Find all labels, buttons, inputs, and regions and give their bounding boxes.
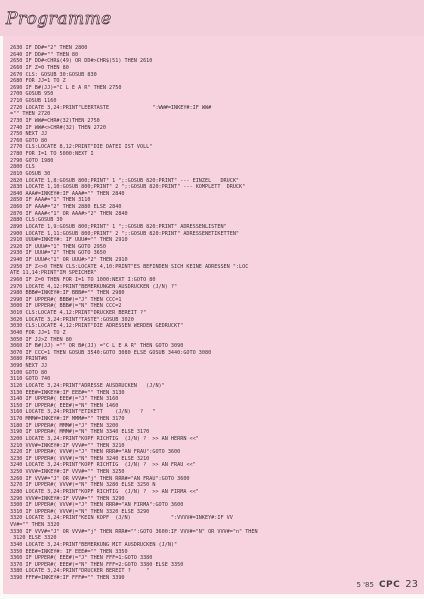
code-line: 3240 LOCATE 3,24:PRINT"KOPF RICHTIG (J/N) ? >> AN FRAU <<" — [10, 462, 196, 469]
code-line: 2940 IF UUU#<"1" OR UUU#>"2" THEN 2910 — [10, 257, 128, 263]
section-title: Programme — [6, 9, 112, 29]
code-line: 3120 ELSE 3320 — [10, 535, 57, 542]
code-line: 2750 NEXT JJ — [10, 131, 48, 138]
code-line: 3290 VVV#=INKEY#:IF VVV#="" THEN 3290 — [10, 495, 125, 502]
code-line: 2820 LOCATE 1,8:GOSUB 800;PRINT" 1 ";:GOSUB 820:PRINT" --- EINZEL DRUCK" — [10, 177, 240, 184]
code-line: 2870 IF AAA#<"1" OR AAA#>"2" THEN 2840 — [10, 210, 128, 217]
code-line: 3220 IF UPPER#( VVV#)="J" THEN RRR#="AN FRAU":GOTO 3600 — [10, 449, 181, 456]
code-line: 2790 GOTO 1980 — [10, 157, 54, 164]
code-line: 2760 GOTO 80 — [10, 137, 48, 144]
code-line: 3100 GOTO 80 — [10, 369, 48, 376]
code-line: 3150 IF UPPER#( EEE#)="N" THEN 1460 — [10, 402, 119, 409]
code-line: ATE 11,14:PRINT"IM SPEICHER" — [10, 270, 97, 277]
code-line: 2730 IF WW#=CHR#(32)THEN 2750 — [10, 117, 100, 124]
code-line: 2970 LOCATE 4,12:PRINT"BEMERKUNGEN AUSDRUCKEN (J/N) ?" — [10, 283, 178, 290]
code-line: 3130 EEE#=INKEY#:IF EEE#="" THEN 3130 — [10, 389, 125, 396]
page-footer — [356, 579, 418, 593]
code-line: 3020 LOCATE 3,24:PRINT"TASTE":GOSUB 3020 — [10, 316, 134, 323]
code-line: 3380 LOCATE 3,24:PRINT"DRUCKER BEREIT ? " — [10, 568, 150, 575]
code-line: 3050 IF JJ>Z THEN 80 — [10, 336, 72, 343]
code-line: 2710 GOSUB 1160 — [10, 98, 57, 104]
code-line: 3310 IF UPPER#( VVV#)="N" THEN 3320 ELSE 3290 — [10, 508, 150, 515]
code-line: 3330 IF VVV#="J" OR VVV#="j" THEN RRR#="":GOTO 3600:IF VVV#="N" OR VVV#="n" THEN — [10, 528, 258, 535]
code-line: 3270 IF UPPER#( VVV#)="N" THEN 3280 ELSE 3250 N — [10, 482, 156, 489]
code-line: 3250 VVV#=INKEY#:IF VVV#="" THEN 3250 — [10, 469, 125, 475]
code-line: 2930 IF UUU#="2" THEN GOTO 3650 — [10, 250, 106, 257]
code-line: 2840 AAA#=INKEY#:IF AAA#="" THEN 2840 — [10, 190, 125, 197]
code-line: 2960 IF Z=0 THEN FOR I=1 TO 1000:NEXT I:GOTO 80 — [10, 276, 156, 283]
code-line: 2860 IF AAA#="2" THEN 2880 ELSE 2840 — [10, 204, 122, 210]
code-line: 3210 VVV#=INKEY#:IF VVV#="" THEN 3210 — [10, 442, 125, 449]
code-line: 3300 IF UPPER#( VVV#)="J" THEN RRR#="AN FIRMA":GOTO 3600 — [10, 502, 184, 509]
code-line: 3010 CLS:LOCATE 4,12:PRINT"DRUCKER BEREIT ?" — [10, 310, 147, 316]
code-line: 3080 PRINT#8 — [10, 356, 48, 363]
code-line: 2740 IF WW#<>CHR#(32) THEN 2720 — [10, 124, 106, 131]
code-line: 3030 CLS:LOCATE 4,12:PRINT"DIE ADRESSEN WERDEN GEDRUCKT" — [10, 323, 184, 330]
issue-date: 5 '85 — [356, 581, 374, 589]
code-line: ="" THEN 2720 — [10, 111, 51, 118]
code-line: 2630 IF DD#="2" THEN 2800 — [10, 45, 88, 51]
code-line: 2990 IF UPPER#( BBB#)="J" THEN CCC=1 — [10, 296, 122, 303]
code-line: 3260 IF VVV#="J" OR VVV#="j" THEN RRR#="AN FRAU":GOTO 3600 — [10, 475, 190, 482]
code-line: 2890 LOCATE 1,9:GOSUB 800;PRINT" 1 ";:GOSUB 820:PRINT" ADRESSENLISTEN" — [10, 223, 227, 230]
basic-code-listing — [10, 45, 370, 582]
code-line: 2810 GOSUB 30 — [10, 170, 51, 177]
code-line: 3230 IF UPPER#( VVV#)="N" THEN 3240 ELSE 3210 — [10, 455, 150, 462]
code-line: 3090 NEXT JJ — [10, 363, 48, 369]
code-line: 2660 IF Z=0 THEN 80 — [10, 64, 69, 71]
code-line: 3000 IF UPPER#( BBB#)="N" THEN CCC=2 — [10, 303, 122, 310]
code-line: 3190 IF UPPER#( MMM#)="N" THEN 3340 ELSE 3170 — [10, 429, 150, 436]
code-line: VV#="" THEN 3320 — [10, 522, 60, 528]
code-line: 3110 GOTO 740 — [10, 376, 51, 383]
code-line: 3180 IF UPPER#( MMM#)="J" THEN 3200 — [10, 422, 119, 429]
code-line: 3320 LOCATE 3,24:PRINT"KEIN KOPF (J/N) ":VVVV#=INKEY#:IF VV — [10, 515, 233, 522]
magazine-name: CPC — [378, 580, 401, 590]
section-header — [0, 0, 424, 36]
code-line: 3140 IF UPPER#( EEE#)="J" THEN 3160 — [10, 396, 119, 403]
code-line: 3200 LOCATE 3,24:PRINT"KOPF RICHTIG (J/N) ? >> AN HERRN <<" — [10, 435, 199, 442]
code-line: 2680 FOR JJ=1 TO Z — [10, 78, 66, 85]
code-line: 3350 EEE#=INKEY#: IF EEE#="" THEN 3350 — [10, 548, 128, 555]
code-line: 3120 LOCATE 3,24:PRINT"ADRESSE AUSDRUCKEN (J/N)" — [10, 382, 165, 389]
code-line: 3360 IF UPPER#( EEE#)="J" THEN FFF=1:GOTO 3380 — [10, 555, 153, 562]
code-line: 2640 IF DD#="" THEN 80 — [10, 51, 79, 58]
code-line: 3070 IF CCC=1 THEN GOSUB 3540:GOTO 3080 ELSE GOSUB 3440:GOTO 3080 — [10, 349, 212, 356]
code-line: 3370 IF UPPER#( EEE#)="N" THEN FFF=2:GOTO 3380 ELSE 3350 — [10, 561, 184, 568]
code-line: 2920 IF UUU#="1" THEN GOTO 2950 — [10, 243, 106, 250]
page-number: 23 — [405, 579, 418, 590]
code-line: 2880 CLS:GOSUB 30 — [10, 217, 63, 224]
code-line: 3340 LOCATE 3,24:PRINT"BEMERKUNG MIT AUSDRUCKEN (J/N)" — [10, 541, 178, 548]
code-line: 2910 UUU#=INKEY#: IF UUU#="" THEN 2910 — [10, 237, 128, 244]
code-line: 2830 LOCATE 1,10:GOSUB 800;PRINT" 2 ";:GOSUB 820:PRINT" --- KOMPLETT DRUCK" — [10, 184, 246, 191]
code-line: 3280 LOCATE 3,24:PRINT"KOPF RICHTIG (J/N) ? >> AN FIRMA <<" — [10, 488, 199, 495]
code-line: 3170 MMM#=INKEY#:IF MMM#="" THEN 3170 — [10, 416, 125, 422]
code-line: 2800 CLS — [10, 164, 35, 171]
code-line: 2770 CLS:LOCATE 8,12:PRINT"DIE DATEI IST VOLL" — [10, 144, 153, 151]
code-line: 2950 IF Z<>0 THEN CLS:LOCATE 4,10:PRINT"ES BEFINDEN SICH KEINE ADRESSEN ":LOC — [10, 263, 249, 270]
code-line: 2900 LOCATE 1,11:GOSUB 800;PRINT" 2 ";:GOSUB 820:PRINT" ADRESSENETIKETTEN" — [10, 230, 240, 237]
code-line: 2700 GOSUB 950 — [10, 91, 54, 98]
code-line: 2670 CLS: GOSUB 30:GOSUB 830 — [10, 71, 97, 78]
code-line: 2650 IF DD#<CHR$(49) OR DD#>CHR$(51) THEN 2610 — [10, 58, 153, 65]
code-line: 2720 LOCATE 3,24:PRINT"LEERTASTE ":WW#=INKEY#:IF WW# — [10, 104, 212, 111]
code-line: 3060 IF B#(JJ) ="" OR B#(JJ) ="C L E A R" THEN GOTO 3090 — [10, 343, 184, 350]
code-line: 3040 FOR JJ=1 TO Z — [10, 329, 66, 336]
code-line: 2980 BBB#=INKEY#:IF BBB#="" THEN 2980 — [10, 290, 125, 297]
code-line: 2850 IF AAA#="1" THEN 3110 — [10, 197, 91, 204]
code-line: 2780 FOR I=1 TO 5000:NEXT I — [10, 151, 94, 157]
code-line: 2690 IF B#(JJ)="C L E A R" THEN 2750 — [10, 84, 122, 91]
code-line: 3390 FFF#=INKEY#:IF FFF#="" THEN 3390 — [10, 575, 125, 581]
code-line: 3160 LOCATE 3,24:PRINT"ETIKETT (J/N) ? " — [10, 409, 156, 416]
